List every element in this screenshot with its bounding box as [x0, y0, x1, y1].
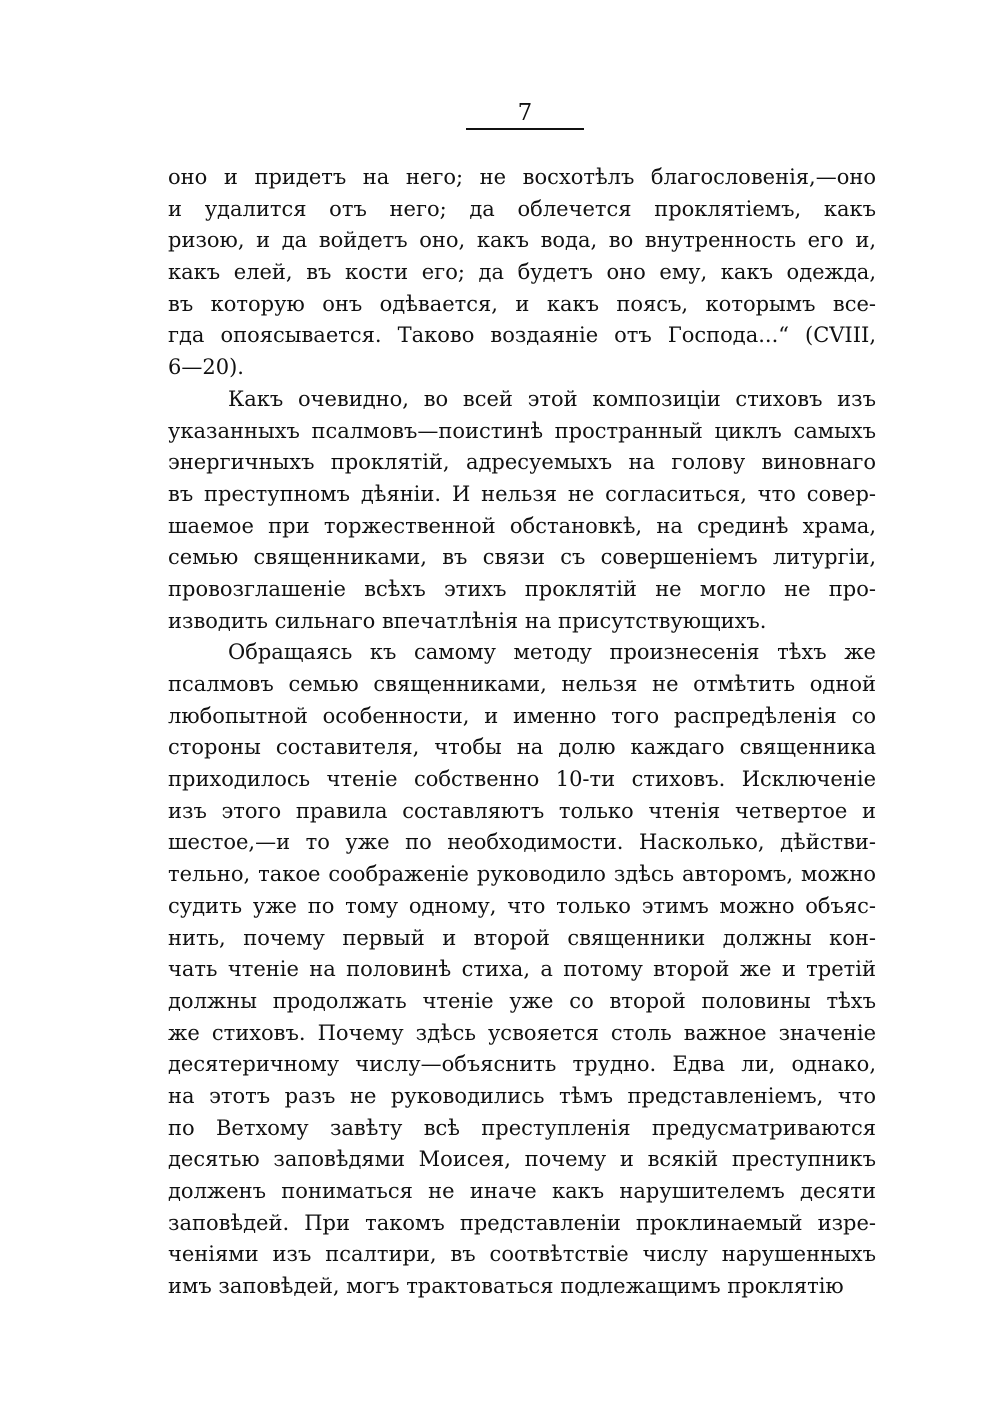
- text-line: какъ елей, въ кости его; да будетъ оно ему, какъ одежда,: [168, 260, 876, 285]
- text-line: Какъ очевидно, во всей этой композиціи стиховъ изъ: [228, 386, 876, 411]
- text-line: судить уже по тому одному, что только этимъ можно объяс-: [168, 893, 876, 918]
- text-line: на этотъ разъ не руководились тѣмъ представленіемъ, что: [168, 1083, 876, 1108]
- text-line: любопытной особенности, и именно того распредѣленія со: [168, 703, 876, 728]
- text-line: энергичныхъ проклятій, адресуемыхъ на голову виновнаго: [168, 450, 876, 475]
- text-line: имъ заповѣдей, могъ трактоваться подлежащимъ проклятію: [168, 1274, 844, 1299]
- text-line: въ преступномъ дѣяніи. И нельзя не согласиться, что совер-: [168, 481, 876, 506]
- header-rule: [466, 128, 584, 130]
- text-line: по Ветхому завѣту всѣ преступленія предусматриваются: [168, 1115, 876, 1140]
- text-line: въ которую онъ одѣвается, и какъ поясъ, которымъ все-: [168, 291, 876, 316]
- text-line: же стиховъ. Почему здѣсь усвояется столь важное значеніе: [168, 1020, 876, 1045]
- text-line: должны продолжать чтеніе уже со второй половины тѣхъ: [168, 988, 876, 1013]
- text-line: оно и придетъ на него; не восхотѣлъ благословенія,—оно: [168, 165, 876, 189]
- text-line: указанныхъ псалмовъ—поистинѣ пространный циклъ самыхъ: [168, 418, 876, 443]
- text-line: десятью заповѣдями Моисея, почему и всякій преступникъ: [168, 1147, 876, 1172]
- body-text: [168, 162, 876, 1303]
- text-line: стороны составителя, чтобы на долю каждаго священника: [168, 735, 876, 760]
- text-line: шаемое при торжественной обстановкѣ, на срединѣ храма,: [168, 513, 876, 538]
- paragraph-composition: [168, 384, 876, 638]
- text-line: ризою, и да войдетъ оно, какъ вода, во внутренность его и,: [168, 228, 876, 253]
- paragraph-continuation: [168, 162, 876, 384]
- text-line: шестое,—и то уже по необходимости. Насколько, дѣйстви-: [168, 830, 876, 855]
- text-line: провозглашеніе всѣхъ этихъ проклятій не могло не про-: [168, 576, 876, 601]
- text-line: ченіями изъ псалтири, въ соотвѣтствіе числу нарушенныхъ: [168, 1242, 876, 1267]
- text-line: изъ этого правила составляютъ только чтенія четвертое и: [168, 798, 876, 823]
- text-line: семью священниками, въ связи съ совершеніемъ литургіи,: [168, 545, 876, 570]
- paragraph-method: [168, 637, 876, 1302]
- text-line: нить, почему первый и второй священники должны кон-: [168, 925, 876, 950]
- text-line: чать чтеніе на половинѣ стиха, а потому второй же и третій: [168, 957, 876, 982]
- text-line: тельно, такое соображеніе руководило здѣсь авторомъ, можно: [168, 862, 876, 887]
- text-line: десятеричному числу—объяснить трудно. Едва ли, однако,: [168, 1052, 876, 1077]
- page-number: 7: [517, 100, 533, 126]
- text-line: приходилось чтеніе собственно 10-ти стиховъ. Исключеніе: [168, 767, 876, 792]
- text-line: заповѣдей. При такомъ представленіи проклинаемый изре-: [168, 1210, 876, 1235]
- page-header: [0, 98, 1000, 138]
- text-line: 6—20).: [168, 355, 244, 380]
- text-line: гда опоясывается. Таково воздаяніе отъ Господа...“ (CVIII,: [168, 323, 876, 348]
- text-line: псалмовъ семью священниками, нельзя не отмѣтить одной: [168, 672, 876, 696]
- text-line: изводить сильнаго впечатлѣнія на присутствующихъ.: [168, 608, 767, 633]
- text-line: Обращаясь къ самому методу произнесенія тѣхъ же: [228, 640, 876, 665]
- text-line: долженъ пониматься не иначе какъ нарушителемъ десяти: [168, 1179, 876, 1203]
- text-line: и удалится отъ него; да облечется проклятіемъ, какъ: [168, 196, 876, 221]
